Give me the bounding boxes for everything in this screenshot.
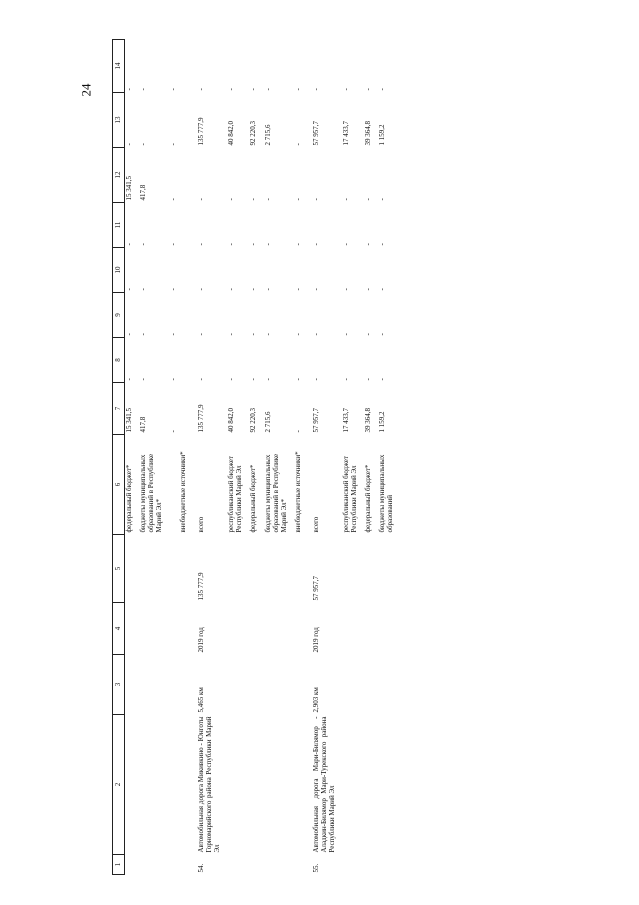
table-cell: - (197, 333, 206, 336)
table-cell: - (363, 288, 372, 291)
table-cell: 40 842,0 (227, 408, 236, 433)
table-cell: - (227, 288, 236, 291)
table-cell: - (363, 243, 372, 246)
table-body (125, 40, 401, 875)
table-cell: - (363, 88, 372, 91)
table-cell: - (293, 88, 302, 91)
table-cell: - (341, 288, 350, 291)
table-cell: 2019 год (311, 627, 320, 653)
table-cell (125, 655, 140, 715)
table-cell: - (263, 288, 272, 291)
table-cell: - (293, 198, 302, 201)
table-cell (125, 535, 140, 603)
table-cell (227, 855, 249, 875)
table-cell: 92 220,3 (249, 408, 258, 433)
table-cell: Автомобильная дорога Мари-Билямор - Аладкин-Билямор Мари-Турекского района Республики Марий Эл (311, 716, 336, 853)
table-cell: - (197, 378, 206, 381)
table-cell (264, 603, 294, 655)
table-cell: - (377, 198, 386, 201)
table-row (125, 40, 140, 875)
table-cell: - (249, 333, 258, 336)
table-cell: - (125, 88, 133, 91)
table-cell: внебюджетные источники* (179, 451, 188, 533)
table-cell: - (341, 198, 350, 201)
table-cell (249, 855, 263, 875)
table-cell (264, 855, 294, 875)
table-cell: - (293, 243, 302, 246)
table-row (227, 40, 249, 875)
table-cell: - (377, 88, 386, 91)
column-header: 3 (113, 655, 125, 715)
table-cell (227, 715, 249, 855)
table-cell: - (249, 198, 258, 201)
table-cell: бюджеты муниципальных образований в Республике Марий Эл* (263, 453, 288, 533)
table-cell: - (125, 288, 133, 291)
table-cell: - (139, 378, 148, 381)
table-cell: 17 433,7 (341, 121, 350, 146)
table-cell: - (293, 288, 302, 291)
table-cell: - (249, 288, 258, 291)
table-cell: Автомобильная дорога Микивкино - Юнготы Горномарийского района Республики Марий Эл (197, 716, 222, 853)
table-cell: - (169, 378, 178, 381)
column-header: 12 (113, 148, 125, 203)
page-number: 24 (78, 83, 94, 97)
table-row (169, 40, 197, 875)
table-cell: - (263, 198, 272, 201)
table-cell: - (139, 88, 148, 91)
table-cell: всего (197, 516, 206, 533)
table-cell: - (311, 378, 320, 381)
table-cell (249, 535, 263, 603)
table-cell: 39 364,8 (363, 121, 372, 146)
table-cell: - (169, 288, 178, 291)
table-cell: 5,465 км (197, 687, 206, 713)
table-cell: - (197, 288, 206, 291)
column-header: 5 (113, 535, 125, 603)
table-cell: бюджеты муниципальных образований в Республике Марий Эл* (139, 453, 164, 533)
table-cell (125, 715, 140, 855)
table-cell (227, 655, 249, 715)
table-cell: - (311, 198, 320, 201)
table-cell (264, 535, 294, 603)
table-cell (227, 535, 249, 603)
table-cell: 17 433,7 (341, 408, 350, 433)
table-cell: 2 715,6 (263, 124, 272, 146)
table-row (249, 40, 263, 875)
column-header: 4 (113, 603, 125, 655)
table-cell: - (249, 378, 258, 381)
table-cell: - (169, 198, 178, 201)
table-cell: 1 159,2 (377, 124, 386, 146)
table-cell: - (311, 288, 320, 291)
table-cell: - (139, 333, 148, 336)
table-cell: - (197, 243, 206, 246)
table-cell: всего (311, 516, 320, 533)
column-header: 14 (113, 40, 125, 93)
header-row (113, 40, 125, 875)
table-cell (294, 855, 312, 875)
table-cell: - (377, 378, 386, 381)
table-cell: - (169, 430, 178, 433)
table-header (113, 40, 125, 875)
table-cell: 54. (197, 863, 206, 873)
table-cell: - (363, 198, 372, 201)
table-cell: - (293, 143, 302, 146)
table-cell (125, 603, 140, 655)
table-cell: - (311, 88, 320, 91)
table-cell: - (125, 333, 133, 336)
table-cell (294, 603, 312, 655)
table-cell (139, 603, 169, 655)
table-row (364, 40, 378, 875)
table-cell: - (169, 143, 178, 146)
table-cell: - (341, 243, 350, 246)
table-cell: 2 715,6 (263, 411, 272, 433)
table-cell: - (311, 243, 320, 246)
table-cell (294, 715, 312, 855)
table-cell (264, 655, 294, 715)
table-row (342, 40, 364, 875)
table-cell: - (227, 88, 236, 91)
table-cell: - (293, 430, 302, 433)
table-cell: - (293, 333, 302, 336)
table-cell: - (227, 198, 236, 201)
column-header: 1 (113, 855, 125, 875)
table-cell (249, 655, 263, 715)
table-cell: 135 777,9 (197, 404, 206, 433)
table-cell: - (263, 333, 272, 336)
column-header: 7 (113, 383, 125, 435)
table-cell: - (197, 198, 206, 201)
table-cell: 417,8 (139, 416, 148, 433)
table-cell (378, 603, 400, 655)
table-cell (364, 715, 378, 855)
table-cell: федеральный бюджет* (363, 464, 372, 533)
table-cell: - (139, 288, 148, 291)
table-cell (342, 535, 364, 603)
table-cell (139, 655, 169, 715)
table-cell (249, 603, 263, 655)
table-cell (294, 655, 312, 715)
table-cell: 15 341,5 (125, 408, 133, 433)
table-row (312, 40, 342, 875)
table-row (264, 40, 294, 875)
table-cell: 92 220,3 (249, 121, 258, 146)
table-cell: - (249, 243, 258, 246)
table-cell (342, 655, 364, 715)
table-cell: - (341, 88, 350, 91)
table-cell: - (139, 143, 148, 146)
table-cell: 40 842,0 (227, 121, 236, 146)
table-cell (264, 715, 294, 855)
table-cell: 57 957,7 (311, 576, 320, 601)
table-cell: 55. (311, 863, 320, 873)
table-cell (364, 855, 378, 875)
table-cell (378, 535, 400, 603)
table-row (294, 40, 312, 875)
table-cell: бюджеты муниципальных образований (377, 454, 395, 533)
table-cell (342, 855, 364, 875)
table-cell: республиканский бюджет Республики Марий Эл (227, 456, 244, 533)
table-cell: - (169, 333, 178, 336)
table-cell: - (377, 288, 386, 291)
table-cell: - (263, 88, 272, 91)
column-header: 11 (113, 203, 125, 248)
table-cell: - (197, 88, 206, 91)
table-cell: 39 364,8 (363, 408, 372, 433)
column-header: 8 (113, 338, 125, 383)
table-cell: - (125, 143, 133, 146)
table-row (139, 40, 169, 875)
table-cell: 135 777,9 (197, 572, 206, 601)
table-cell: - (377, 243, 386, 246)
table-cell (294, 535, 312, 603)
table-cell (342, 715, 364, 855)
table-cell: - (341, 333, 350, 336)
table-cell: внебюджетные источники* (293, 451, 302, 533)
table-cell (169, 855, 197, 875)
table-cell: 1 159,2 (377, 411, 386, 433)
table-cell: - (227, 333, 236, 336)
table-cell (139, 715, 169, 855)
table-cell (139, 855, 169, 875)
table-cell: 15 341,5 (125, 176, 133, 201)
table-cell: - (227, 243, 236, 246)
table-cell (378, 655, 400, 715)
table-cell: - (263, 243, 272, 246)
table-cell (227, 603, 249, 655)
table-cell: - (249, 88, 258, 91)
table-cell (378, 715, 400, 855)
table-cell (169, 603, 197, 655)
table-cell: - (341, 378, 350, 381)
table-cell: 57 957,7 (311, 121, 320, 146)
table-cell: - (311, 333, 320, 336)
table-cell: 2019 год (197, 627, 206, 653)
table-cell: - (377, 333, 386, 336)
table-cell: - (169, 88, 178, 91)
budget-table (112, 39, 400, 875)
table-cell (342, 603, 364, 655)
table-cell: - (293, 378, 302, 381)
table-cell: - (263, 378, 272, 381)
table-cell: федеральный бюджет* (125, 464, 133, 533)
table-cell: - (363, 333, 372, 336)
table-cell (139, 535, 169, 603)
table-cell (364, 603, 378, 655)
table-cell (364, 655, 378, 715)
table-cell: 2,903 км (311, 687, 320, 713)
table-cell (364, 535, 378, 603)
rotated-table-sheet (112, 40, 510, 875)
table-cell (169, 535, 197, 603)
table-cell: - (139, 243, 148, 246)
column-header: 13 (113, 93, 125, 148)
table-cell (249, 715, 263, 855)
table-cell: республиканский бюджет Республики Марий Эл (341, 456, 358, 533)
table-cell (125, 855, 140, 875)
table-cell: - (125, 243, 133, 246)
table-cell: 135 777,9 (197, 117, 206, 146)
table-cell: 417,8 (139, 184, 148, 201)
column-header: 9 (113, 293, 125, 338)
table-cell: - (227, 378, 236, 381)
table-row (197, 40, 227, 875)
table-row (378, 40, 400, 875)
table-cell (378, 855, 400, 875)
table-cell: федеральный бюджет* (249, 464, 258, 533)
column-header: 10 (113, 248, 125, 293)
column-header: 2 (113, 715, 125, 855)
table-cell: - (125, 378, 133, 381)
table-cell: - (169, 243, 178, 246)
table-cell: 57 957,7 (311, 408, 320, 433)
table-cell (169, 655, 197, 715)
table-cell: - (363, 378, 372, 381)
table-cell (169, 715, 197, 855)
column-header: 6 (113, 435, 125, 535)
